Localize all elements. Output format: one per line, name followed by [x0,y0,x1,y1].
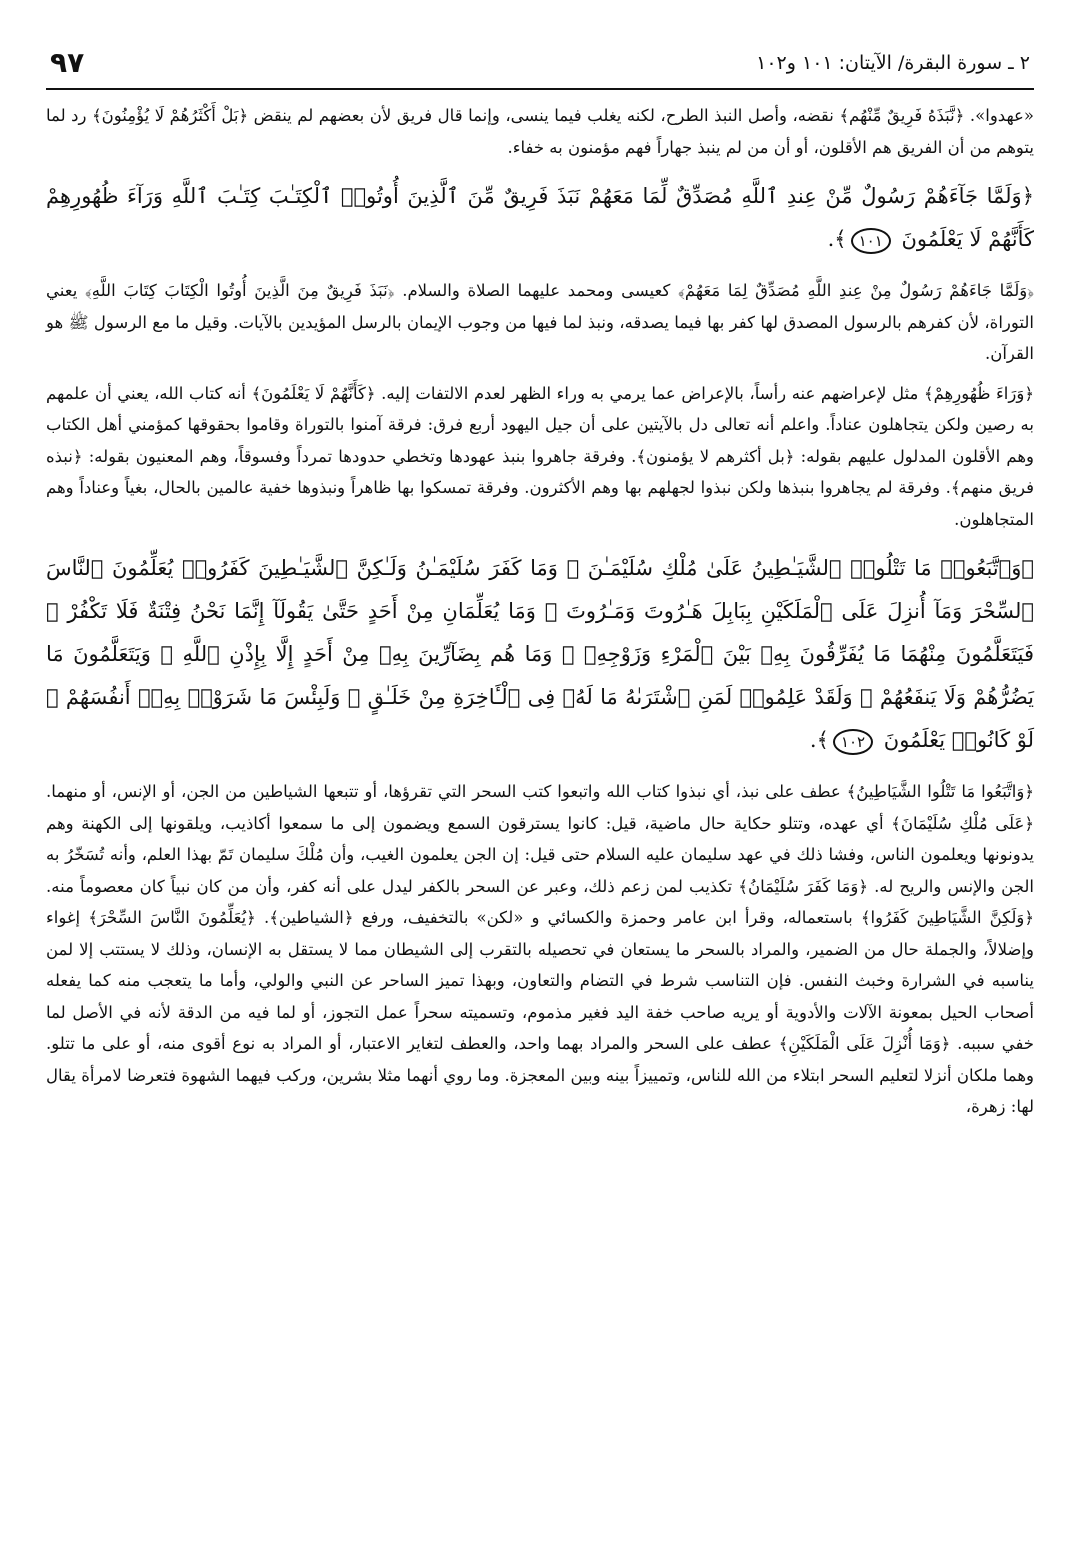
running-head: ٢ ـ سورة البقرة/ الآيتان: ١٠١ و١٠٢ [756,52,1030,74]
verse-text: ﴿وَلَمَّا جَآءَهُمْ رَسُولٌ مِّنْ عِندِ ٱللَّهِ مُصَدِّقٌ لِّمَا مَعَهُمْ نَبَذَ فَرِيقٌ مِّنَ ٱلَّذِينَ أُوتُوا۟ ٱلْكِتَـٰبَ كِتَـٰبَ ٱللَّهِ وَرَآءَ ظُهُورِهِمْ كَأَنَّهُمْ لَا يَعْلَمُونَ [46,184,1034,251]
commentary-paragraph: ﴿وَلَمَّا جَاءَهُمْ رَسُولٌ مِنْ عِندِ اللَّهِ مُصَدِّقٌ لِمَا مَعَهُمْ﴾ كعيسى ومحمد عليهما الصلاة والسلام. ﴿نَبَذَ فَرِيقٌ مِنَ الَّذِينَ أُوتُوا الْكِتَابَ كِتَابَ اللَّهِ﴾ يعني التوراة، لأن كفرهم بالرسول المصدق لها كفر بها فيما يصدقه، ونبذ لما فيها من وجوب الإيمان بالرسل المؤيدين بالآيات. وقيل ما مع الرسول ﷺ هو القرآن. [46,281,1034,363]
verse-end: ﴾. [827,227,847,251]
page-number: ٩٧ [50,46,85,79]
page [46,46,1034,1528]
quran-verse-101 [46,175,1034,261]
commentary-paragraph: ﴿وَرَاءَ ظُهُورِهِمْ﴾ مثل لإعراضهم عنه رأساً، بالإعراض عما يرمي به وراء الظهر لعدم الالتفات إليه. ﴿كَأَنَّهُمْ لَا يَعْلَمُونَ﴾ أنه كتاب الله، يعني أن علمهم به رصين ولكن يتجاهلون عناداً. واعلم أنه تعالى دل بالآيتين على أن جيل اليهود أربع فرق: فرقة آمنوا بالتوراة وقاموا بحقوقها كمؤمني أهل الكتاب وهم الأقلون المدلول عليهم بقوله: ﴿بل أكثرهم لا يؤمنون﴾. وفرقة جاهروا بنبذ عهودها وتخطي حدودها تمرداً وفسوقاً، وهم المعنيون بقوله: ﴿نبذه فريق منهم﴾. وفرقة لم يجاهروا بنبذها ولكن نبذوا لجهلهم بها وهم الأكثرون. وفرقة تمسكوا بها ظاهراً ونبذوها خفية عالمين بالحال، بغياً وعناداً وهم المتجاهلون. [46,383,1034,529]
verse-text: ﴿وَٱتَّبَعُوا۟ مَا تَتْلُوا۟ ٱلشَّيَـٰطِينُ عَلَىٰ مُلْكِ سُلَيْمَـٰنَ ۖ وَمَا كَفَرَ سُلَيْمَـٰنُ وَلَـٰكِنَّ ٱلشَّيَـٰطِينَ كَفَرُوا۟ يُعَلِّمُونَ ٱلنَّاسَ ٱلسِّحْرَ وَمَآ أُنزِلَ عَلَى ٱلْمَلَكَيْنِ بِبَابِلَ هَـٰرُوتَ وَمَـٰرُوتَ ۚ وَمَا يُعَلِّمَانِ مِنْ أَحَدٍ حَتَّىٰ يَقُولَآ إِنَّمَا نَحْنُ فِتْنَةٌ فَلَا تَكْفُرْ ۖ فَيَتَعَلَّمُونَ مِنْهُمَا مَا يُفَرِّقُونَ بِهِۦ بَيْنَ ٱلْمَرْءِ وَزَوْجِهِۦ ۚ وَمَا هُم بِضَآرِّينَ بِهِۦ مِنْ أَحَدٍ إِلَّا بِإِذْنِ ٱللَّهِ ۚ وَيَتَعَلَّمُونَ مَا يَضُرُّهُمْ وَلَا يَنفَعُهُمْ ۚ وَلَقَدْ عَلِمُوا۟ لَمَنِ ٱشْتَرَىٰهُ مَا لَهُۥ فِى ٱلْـَٔاخِرَةِ مِنْ خَلَـٰقٍ ۚ وَلَبِئْسَ مَا شَرَوْا۟ بِهِۦٓ أَنفُسَهُمْ ۚ لَوْ كَانُوا۟ يَعْلَمُونَ [46,556,1034,752]
quran-verse-102 [46,547,1034,762]
page-header [46,46,1034,90]
commentary-paragraph: ﴿وَاتَّبَعُوا مَا تَتْلُوا الشَّيَاطِينُ﴾ عطف على نبذ، أي نبذوا كتاب الله واتبعوا كتب السحر التي تقرؤها، أو تتبعها الشياطين من الجن، أو الإنس، أو منهما. ﴿عَلَى مُلْكِ سُلَيْمَانَ﴾ أي عهده، وتتلو حكاية حال ماضية، قيل: كانوا يسترقون السمع ويضمون إلى ما سمعوا أكاذيب، ويلقونها إلى الكهنة وهم يدونونها ويعلمون الناس، وفشا ذلك في عهد سليمان عليه السلام حتى قيل: إن الجن يعلمون الغيب، وأن مُلْكَ سليمان تَمّ بهذا العلم، وأنه تُسَخّرُ به الجن والإنس والريح له. ﴿وَمَا كَفَرَ سُلَيْمَانُ﴾ تكذيب لمن زعم ذلك، وعبر عن السحر بالكفر ليدل على أنه كفر، وأن من كان نبياً كان معصوماً منه. ﴿وَلَكِنَّ الشَّيَاطِينَ كَفَرُوا﴾ باستعماله، وقرأ ابن عامر وحمزة والكسائي و «لكن» بالتخفيف، ورفع ﴿الشياطين﴾. ﴿يُعَلِّمُونَ النَّاسَ السِّحْرَ﴾ إغواء وإضلالاً، والجملة حال من الضمير، والمراد بالسحر ما يستعان في تحصيله بالتقرب إلى الشيطان مما لا يستقل به الإنسان، وذلك لا يستتب إلا لمن يناسبه في الشرارة وخبث النفس. فإن التناسب شرط في التضام والتعاون، وبهذا تميز الساحر عن النبي والولي، وأما ما يتعجب منه كما يفعله أصحاب الحيل بمعونة الآلات والأدوية أو يريه صاحب خفة اليد فغير مذموم، وتسميته سحراً عمل التجوز، أو لما فيه من الدقة لأنه في الأصل لما خفي سببه. ﴿وَمَا أُنْزِلَ عَلَى الْمَلَكَيْنِ﴾ عطف على السحر والمراد بهما واحد، والعطف لتغاير الاعتبار، أو المراد به نوع أقوى منه، أو على ما تتلو. وهما ملكان أنزلا لتعليم السحر ابتلاء من الله للناس، وتمييزاً بينه وبين المعجزة. وما روي أنهما مثلا بشرين، وركب فيهما الشهوة فتعرضا لامرأة يقال لها: زهرة، [46,782,1034,1116]
verse-end: ﴾. [809,728,829,752]
page-body [46,100,1034,1123]
ayah-number-marker: ١٠١ [851,228,891,254]
commentary-paragraph: «عهدوا». ﴿نَّبَذَهُ فَرِيقٌ مِّنْهُم﴾ نقضه، وأصل النبذ الطرح، لكنه يغلب فيما ينسى، وإنما قال فريق لأن بعضهم لم ينقض ﴿بَلْ أَكْثَرُهُمْ لَا يُؤْمِنُونَ﴾ رد لما يتوهم من أن الفريق هم الأقلون، أو أن من لم ينبذ جهاراً فهم مؤمنون به خفاء. [46,106,1034,157]
ayah-number-marker: ١٠٢ [833,729,873,755]
